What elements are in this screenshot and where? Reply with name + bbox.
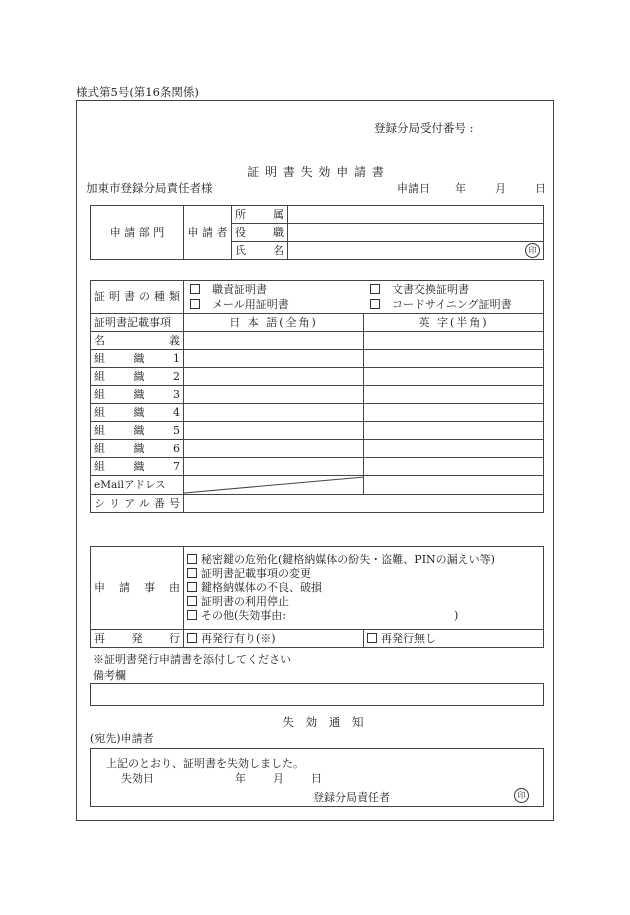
row-label-email: eMailアドレス [91,476,184,495]
checkbox-icon [187,596,197,606]
row-label-org3: 組 織 3 [91,386,184,404]
checkbox-icon [367,633,377,643]
notice-title: 失 効 通 知 [282,715,368,729]
checkbox-icon [187,610,197,620]
revocation-month: 月 [273,772,284,785]
revocation-date [121,770,322,786]
checkbox-icon [187,582,197,592]
remarks-field[interactable] [90,683,544,706]
application-date [397,180,546,196]
reason-options [184,547,544,630]
form-title: 証 明 書 失 効 申 請 書 [247,165,385,179]
en-field[interactable] [364,350,544,368]
jp-column-header: 日 本 語(全角) [184,314,364,332]
date-year: 年 [455,182,466,195]
revocation-year: 年 [235,772,246,785]
applicant-label: 申 請 者 [184,206,232,260]
notice-to: (宛先)申請者 [90,732,154,745]
checkbox-icon [190,299,200,309]
serial-field[interactable] [184,495,544,513]
jp-field-email-struck [184,476,364,495]
checkbox-icon [187,633,197,643]
en-field[interactable] [364,422,544,440]
jp-field[interactable] [184,350,364,368]
reason-option-change[interactable]: 証明書記載事項の変更 [187,567,540,581]
en-field[interactable] [364,386,544,404]
en-field[interactable] [364,332,544,350]
notice-text: 上記のとおり、証明書を失効しました。 [106,757,304,770]
checkbox-icon [190,284,200,294]
row-label-org7: 組 織 7 [91,458,184,476]
kind-option-exchange[interactable]: 文書交換証明書 [370,283,469,297]
kind-option-duty[interactable]: 職責証明書 [190,283,267,297]
reason-label: 申 請 事 由 [91,547,184,630]
reception-number-label: 登録分局受付番号 : [374,121,474,135]
position-label: 役 職 [232,224,288,242]
notice-box [90,748,544,807]
reason-option-other[interactable]: その他(失効事由: ) [187,609,540,623]
checkbox-icon [370,284,380,294]
cert-kind-options [184,281,544,314]
en-column-header: 英 字(半角) [364,314,544,332]
reason-option-compromise[interactable]: 秘密鍵の危殆化(鍵格納媒体の紛失・盗難、PINの漏えい等) [187,553,540,567]
reissue-label: 再 発 行 [91,630,184,648]
date-label: 申請日 [397,182,430,195]
name-field[interactable] [288,242,544,260]
applicant-table [90,205,544,260]
en-field[interactable] [364,440,544,458]
kind-option-mail[interactable]: メール用証明書 [190,298,289,312]
jp-field[interactable] [184,422,364,440]
dept-label: 申 請 部 門 [91,206,184,260]
cert-kind-label: 証明書の種類 [91,281,184,314]
jp-field[interactable] [184,404,364,422]
jp-field[interactable] [184,386,364,404]
affiliation-field[interactable] [288,206,544,224]
row-label-org6: 組 織 6 [91,440,184,458]
reason-table [90,546,544,648]
checkbox-icon [187,568,197,578]
reason-option-stop[interactable]: 証明書の利用停止 [187,595,540,609]
row-label-serial: シリアル番号 [91,495,184,513]
reissue-no-option[interactable]: 再発行無し [364,630,544,648]
affiliation-label: 所 属 [232,206,288,224]
jp-field[interactable] [184,458,364,476]
en-field[interactable] [364,368,544,386]
form-number: 様式第5号(第16条関係) [76,85,199,99]
strike-line [184,476,364,494]
row-label-org2: 組 織 2 [91,368,184,386]
items-label: 証明書記載事項 [91,314,184,332]
en-field-email[interactable] [364,476,544,495]
row-label-org4: 組 織 4 [91,404,184,422]
jp-field[interactable] [184,368,364,386]
jp-field[interactable] [184,440,364,458]
certificate-table [90,280,544,513]
seal-icon: 印 [514,788,529,803]
en-field[interactable] [364,404,544,422]
seal-icon: 印 [525,243,540,258]
kind-option-codesign[interactable]: コードサイニング証明書 [370,298,512,312]
row-label-name: 名 義 [91,332,184,350]
name-label: 氏 名 [232,242,288,260]
jp-field[interactable] [184,332,364,350]
date-day: 日 [535,182,546,195]
en-field[interactable] [364,458,544,476]
reissue-yes-option[interactable]: 再発行有り(※) [184,630,364,648]
revocation-date-label: 失効日 [121,772,154,785]
reason-option-damage[interactable]: 鍵格納媒体の不良、破損 [187,581,540,595]
officer-label: 登録分局責任者 [313,791,390,804]
row-label-org5: 組 織 5 [91,422,184,440]
checkbox-icon [370,299,380,309]
remarks-label: 備考欄 [93,669,126,682]
checkbox-icon [187,554,197,564]
reissue-note: ※証明書発行申請書を添付してください [93,653,291,666]
row-label-org1: 組 織 1 [91,350,184,368]
revocation-day: 日 [311,772,322,785]
addressee: 加東市登録分局責任者様 [86,181,213,195]
date-month: 月 [495,182,506,195]
position-field[interactable] [288,224,544,242]
